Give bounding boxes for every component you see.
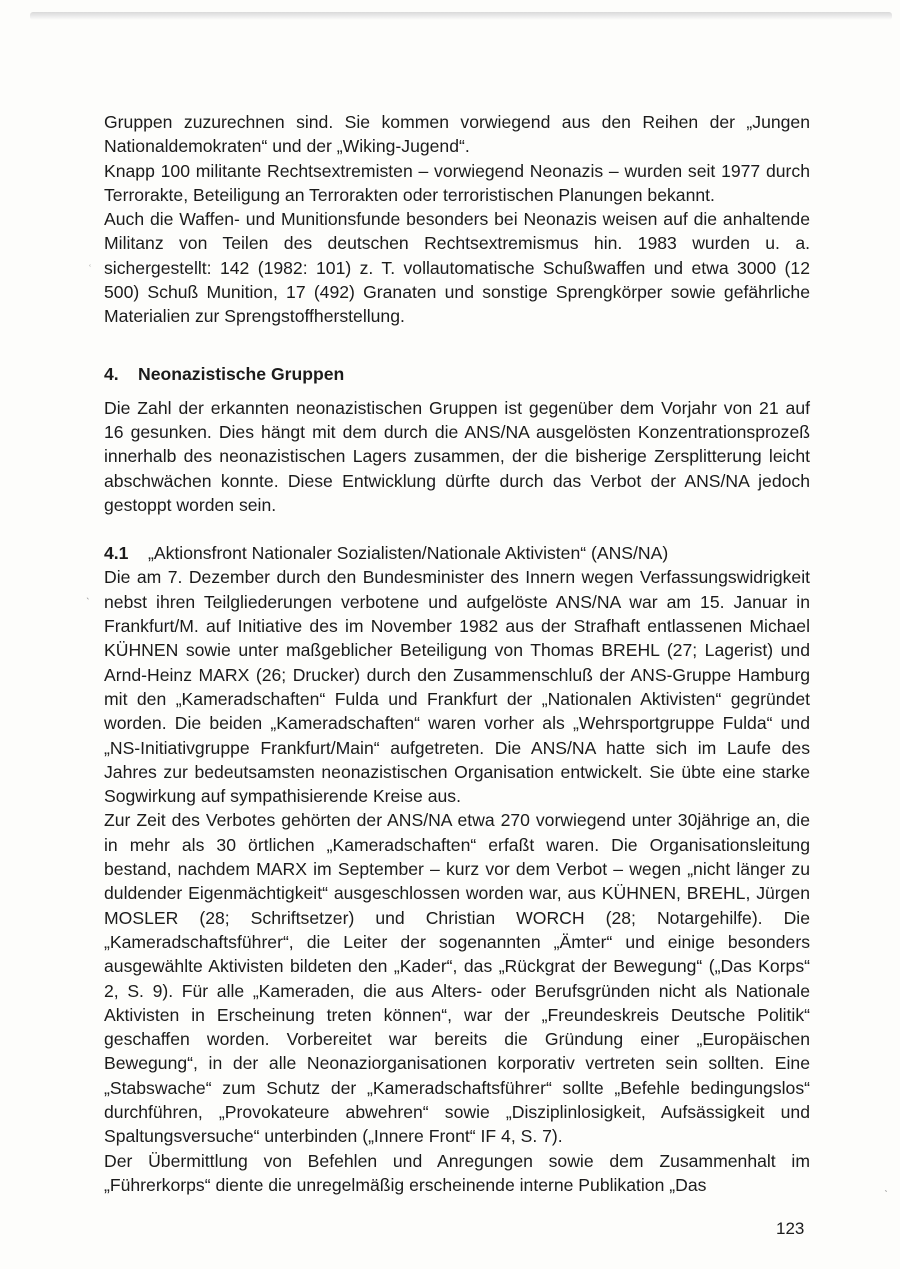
subsection-number: 4.1: [104, 543, 129, 564]
margin-mark: ˎ: [86, 586, 90, 600]
paragraph: Knapp 100 militante Rechtsextremisten – vorwiegend Neonazis – wurden seit 1977 durch Terrorakte, Beteiligung an Terrorakten oder terroristischen Planungen bekannt.: [104, 160, 810, 205]
page-body: [104, 110, 810, 1197]
margin-mark: ˋ: [884, 1188, 888, 1202]
paragraph: Der Übermittlung von Befehlen und Anregungen sowie dem Zusammenhalt im „Führerkorps“ diente die unregelmäßig erscheinende interne Publikation „Das: [104, 1150, 810, 1195]
scan-edge: [30, 12, 892, 20]
paragraph: Auch die Waffen- und Munitionsfunde besonders bei Neonazis weisen auf die anhaltende Militanz von Teilen des deutschen Rechtsextremismus hin. 1983 wurden u. a. sichergestellt: 142 (1982: 101) z. T. vollautomatische Schußwaffen und etwa 3000 (12 500) Schuß Munition, 17 (492) Granaten und sonstige Sprengkörper sowie gefährliche Materialien zur Sprengstoffherstellung.: [104, 209, 810, 327]
page-number: 123: [776, 1219, 805, 1238]
subsection-title: „Aktionsfront Nationaler Sozialisten/Nationale Aktivisten“ (ANS/NA): [148, 543, 669, 564]
subsection-heading: [104, 541, 810, 565]
margin-mark: ʿ: [88, 262, 92, 276]
paragraph: Gruppen zuzurechnen sind. Sie kommen vorwiegend aus den Reihen der „Jungen Nationaldemokraten“ und der „Wiking-Jugend“.: [104, 112, 810, 157]
paragraph: Die am 7. Dezember durch den Bundesminister des Innern wegen Verfassungswidrigkeit nebst ihren Teilgliederungen verbotene und aufgelöste ANS/NA war am 15. Januar in Frankfurt/M. auf Initiative des im November 1982 aus der Strafhaft entlassenen Michael KÜHNEN sowie unter maßgeblicher Beteiligung von Thomas BREHL (27; Lagerist) und Arnd-Heinz MARX (26; Drucker) durch den Zusammenschluß der ANS-Gruppe Hamburg mit den „Kameradschaften“ Fulda und Frankfurt der „Nationalen Aktivisten“ gegründet worden. Die beiden „Kameradschaften“ waren vorher als „Wehrsportgruppe Fulda“ und „NS-Initiativgruppe Frankfurt/Main“ aufgetreten. Die ANS/NA hatte sich im Laufe des Jahres zur bedeutsamsten neonazistischen Organisation entwickelt. Sie übte eine starke Sogwirkung auf sympathisierende Kreise aus.: [104, 567, 810, 807]
paragraph: Die Zahl der erkannten neonazistischen Gruppen ist gegenüber dem Vorjahr von 21 auf 16 gesunken. Dies hängt mit dem durch die ANS/NA ausgelösten Konzentrationsprozeß innerhalb des neonazistischen Lagers zusammen, der die bisherige Zersplitterung leicht abschwächen konnte. Diese Entwicklung dürfte durch das Verbot der ANS/NA jedoch gestoppt worden sein.: [104, 397, 810, 515]
paragraph: Zur Zeit des Verbotes gehörten der ANS/NA etwa 270 vorwiegend unter 30jährige an, die in mehr als 30 örtlichen „Kameradschaften“ erfaßt waren. Die Organisationsleitung bestand, nachdem MARX im September – kurz vor dem Verbot – wegen „nicht länger zu duldender Eigenmächtigkeit“ ausgeschlossen worden war, aus KÜHNEN, BREHL, Jürgen MOSLER (28; Schriftsetzer) und Christian WORCH (28; Notargehilfe). Die „Kameradschaftsführer“, die Leiter der sogenannten „Ämter“ und einige besonders ausgewählte Aktivisten bildeten den „Kader“, das „Rückgrat der Bewegung“ („Das Korps“ 2, S. 9). Für alle „Kameraden, die aus Alters- oder Berufsgründen nicht als Nationale Aktivisten in Erscheinung treten können“, war der „Freundeskreis Deutsche Politik“ geschaffen worden. Vorbereitet war bereits die Gründung einer „Europäischen Bewegung“, in der alle Neonaziorganisationen korporativ vertreten sein sollten. Eine „Stabswache“ zum Schutz der „Kameradschaftsführer“ sollte „Befehle bedingungslos“ durchführen, „Provokateure abwehren“ sowie „Disziplinlosigkeit, Aufsässigkeit und Spaltungsversuche“ unterbinden („Innere Front“ IF 4, S. 7).: [104, 810, 810, 1147]
section-title: Neonazistische Gruppen: [138, 363, 345, 384]
section-number: 4.: [104, 363, 119, 384]
section-heading: [104, 362, 810, 386]
